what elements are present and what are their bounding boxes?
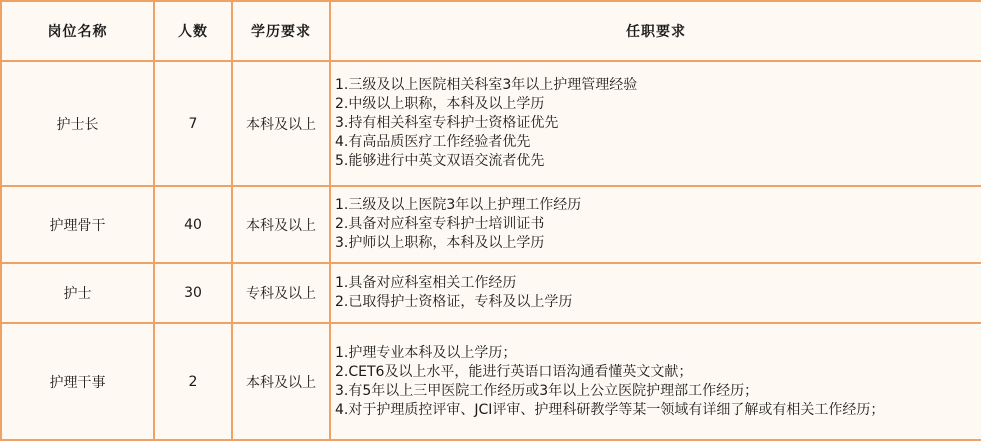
requirement-item: 3.持有相关科室专科护士资格证优先 — [335, 115, 559, 131]
header-headcount: 人数 — [154, 1, 232, 61]
requirement-item: 3.护师以上职称，本科及以上学历 — [335, 235, 545, 251]
table-row — [1, 61, 981, 186]
requirement-item: 1.具备对应科室相关工作经历 — [335, 275, 517, 291]
requirement-item: 4.有高品质医疗工作经验者优先 — [335, 134, 531, 150]
table-row — [1, 323, 981, 440]
requirement-item: 2.中级以上职称，本科及以上学历 — [335, 96, 545, 112]
requirement-item: 1.护理专业本科及以上学历； — [335, 344, 517, 361]
job-requirements — [330, 61, 981, 186]
table-row — [1, 186, 981, 263]
requirement-item: 4.对于护理质控评审、JCI评审、护理科研教学等某一领域有详细了解或有相关工作经历； — [335, 401, 885, 418]
requirement-item: 2.已取得护士资格证，专科及以上学历 — [335, 294, 573, 310]
requirement-item: 2.具备对应科室专科护士培训证书 — [335, 216, 545, 232]
header-education: 学历要求 — [232, 1, 330, 61]
requirement-item: 2.CET6及以上水平，能进行英语口语沟通看懂英文文献； — [335, 363, 693, 380]
position-name: 护士 — [1, 263, 154, 323]
job-requirements — [330, 263, 981, 323]
position-name: 护士长 — [1, 61, 154, 186]
table-row — [1, 263, 981, 323]
requirement-item: 3.有5年以上三甲医院工作经历或3年以上公立医院护理部工作经历； — [335, 382, 759, 399]
education-requirement: 本科及以上 — [232, 186, 330, 263]
header-requirements: 任职要求 — [330, 1, 981, 61]
headcount: 7 — [154, 61, 232, 186]
position-name: 护理骨干 — [1, 186, 154, 263]
requirement-item: 1.三级及以上医院相关科室3年以上护理管理经验 — [335, 77, 638, 93]
headcount: 40 — [154, 186, 232, 263]
position-name: 护理干事 — [1, 323, 154, 440]
job-requirements — [330, 186, 981, 263]
education-requirement: 本科及以上 — [232, 323, 330, 440]
header-row — [1, 1, 981, 61]
education-requirement: 本科及以上 — [232, 61, 330, 186]
requirement-item: 5.能够进行中英文双语交流者优先 — [335, 153, 545, 169]
headcount: 30 — [154, 263, 232, 323]
header-position-name: 岗位名称 — [1, 1, 154, 61]
education-requirement: 专科及以上 — [232, 263, 330, 323]
job-requirements — [330, 323, 981, 440]
headcount: 2 — [154, 323, 232, 440]
requirement-item: 1.三级及以上医院3年以上护理工作经历 — [335, 197, 582, 213]
